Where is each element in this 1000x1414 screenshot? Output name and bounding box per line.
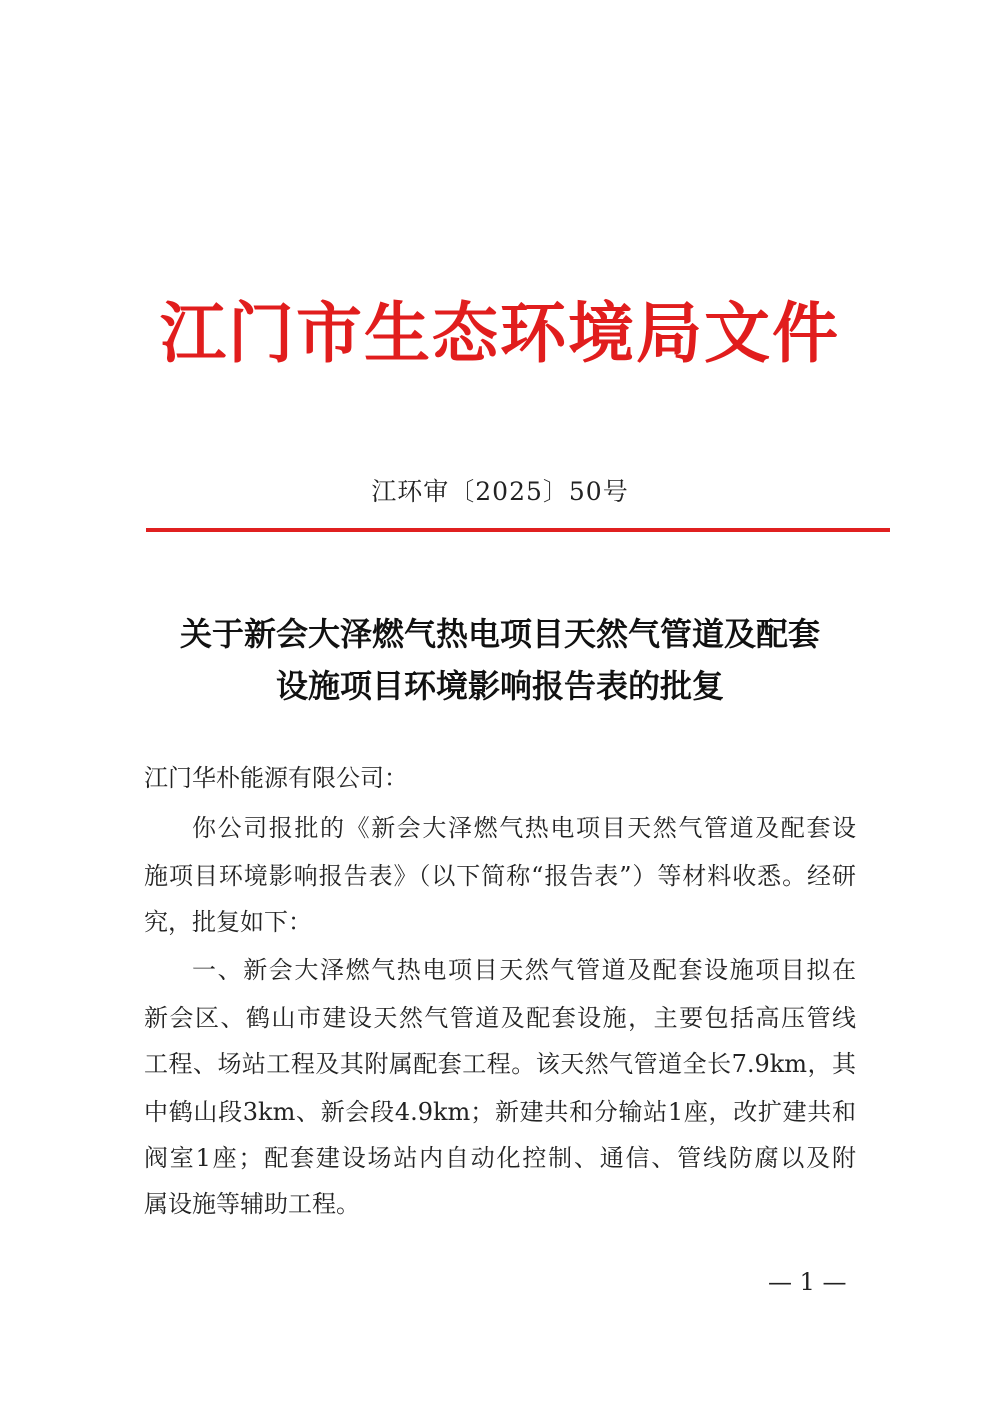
body-line-6: 工程、场站工程及其附属配套工程。该天然气管道全长7.9km，其: [144, 1050, 856, 1078]
document-number: 江环审〔2025〕50号: [371, 477, 629, 506]
body-line-9: 属设施等辅助工程。: [144, 1190, 360, 1218]
addressee: 江门华朴能源有限公司：: [144, 764, 408, 792]
body-line-8: 阀室1座；配套建设场站内自动化控制、通信、管线防腐以及附: [144, 1144, 856, 1172]
subject-line-2: 设施项目环境影响报告表的批复: [275, 667, 724, 705]
body-line-3: 究，批复如下：: [144, 908, 312, 936]
issuer-header-title: 江门市生态环境局文件: [160, 294, 840, 372]
page-number: — 1 —: [768, 1268, 847, 1296]
document-subject: [0, 608, 1000, 712]
body-line-7: 中鹤山段3km、新会段4.9km；新建共和分输站1座，改扩建共和: [144, 1098, 856, 1126]
body-line-2: 施项目环境影响报告表》（以下简称“报告表”）等材料收悉。经研: [144, 862, 856, 890]
body-line-4: 一、新会大泽燃气热电项目天然气管道及配套设施项目拟在: [192, 956, 856, 984]
red-divider-line: [146, 528, 890, 532]
subject-line-1: 关于新会大泽燃气热电项目天然气管道及配套: [179, 615, 820, 653]
body-line-1: 你公司报批的《新会大泽燃气热电项目天然气管道及配套设: [192, 814, 856, 842]
body-line-5: 新会区、鹤山市建设天然气管道及配套设施，主要包括高压管线: [144, 1004, 856, 1032]
